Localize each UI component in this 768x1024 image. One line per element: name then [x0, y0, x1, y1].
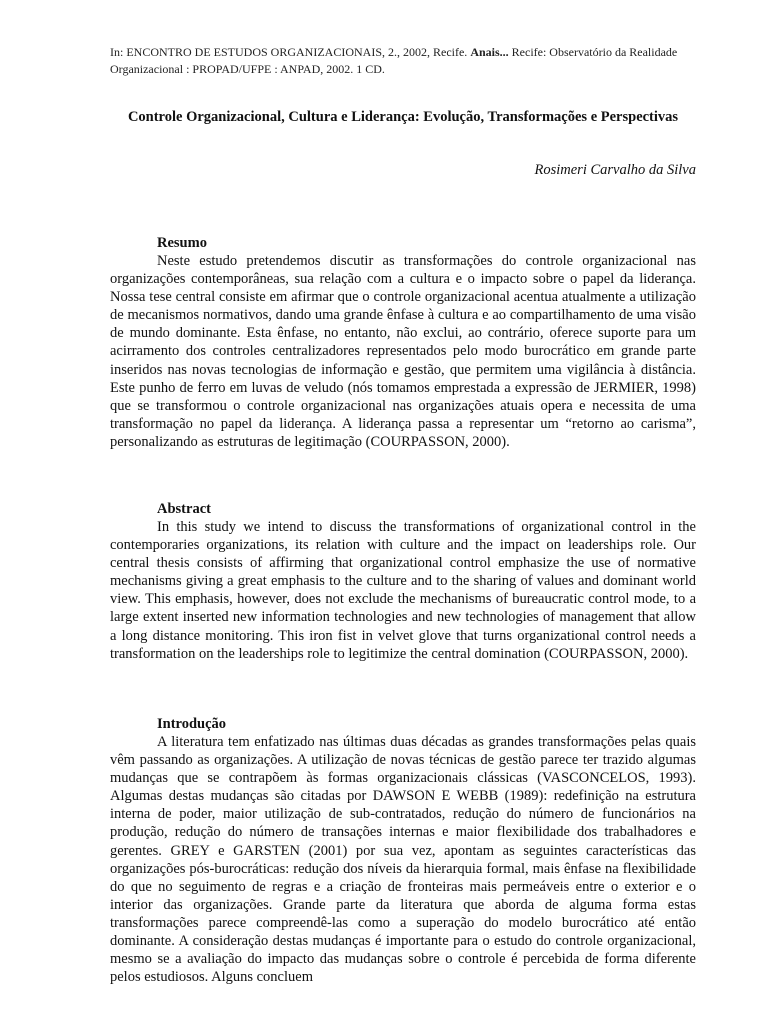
resumo-section [110, 234, 696, 451]
introducao-text: A literatura tem enfatizado nas últimas duas décadas as grandes transformações pelas quais vêm passando as organizações. A utilização de novas técnicas de gestão parece ter trazido algumas mudanças que se contrapõem às formas organizacionais clássicas (VASCONCELOS, 1993). Algumas destas mudanças são citadas por DAWSON E WEBB (1989): redefinição na estrutura interna de poder, maior utilização de sub-contratados, redução do número de funcionários na produção, redução do número de transações internas e maior flexibilidade dos trabalhadores e gerentes. GREY e GARSTEN (2001) por sua vez, apontam as seguintes características das organizações pós-burocráticas: redução dos níveis da hierarquia formal, mais ênfase na flexibilidade do que no seguimento de regras e a criação de fronteiras mais permeáveis entre o exterior e o interior das organizações. Grande parte da literatura que aborda de alguma forma estas transformações parece compreendê-las como a superação do modelo burocrático até então dominante. A consideração destas mudanças é importante para o estudo do controle organizacional, mesmo se a avaliação do impacto das mudanças sobre o controle é percebida de forma diferente pelos estudiosos. Alguns concluem [110, 734, 696, 986]
paper-author: Rosimeri Carvalho da Silva [534, 162, 696, 178]
citation-anais: Anais... [470, 45, 509, 59]
abstract-heading: Abstract [157, 501, 211, 517]
resumo-text: Neste estudo pretendemos discutir as transformações do controle organizacional nas organizações contemporâneas, sua relação com a cultura e o impacto sobre o papel da liderança. Nossa tese central consiste em afirmar que o controle organizacional acentua atualmente a utilização de mecanismos normativos, dando uma grande ênfase à cultura e ao compartilhamento de uma visão de mundo dominante. Esta ênfase, no entanto, não exclui, ao contrário, oferece suporte para um acirramento dos controles centralizadores representados pelo modo burocrático em grande parte inseridos nas novas tecnologias de informação e gestão, que permitem uma vigilância à distância. Este punho de ferro em luvas de veludo (nós tomamos emprestada a expressão de JERMIER, 1998) que se transformou o controle organizacional nas organizações atuais opera e necessita de uma transformação no papel da liderança. A liderança passa a representar um “retorno ao carisma”, personalizando as estruturas de legitimação (COURPASSON, 2000). [110, 253, 696, 450]
citation-prefix: In: ENCONTRO DE ESTUDOS ORGANIZACIONAIS, 2., 2002, Recife. [110, 45, 471, 59]
resumo-heading: Resumo [157, 235, 207, 251]
abstract-section [110, 500, 696, 663]
abstract-text: In this study we intend to discuss the transformations of organizational control in the contemporaries organizations, its relation with culture and the impact on leaderships role. Our central thesis consists of affirming that organizational control emphasize the use of normative mechanisms giving a great emphasis to the culture and to the sharing of values and dominant world view. This emphasis, however, does not exclude the mechanisms of bureaucratic control mode, to a large extent inserted new information technologies and new technologies of management that allow a long distance monitoring. This iron fist in velvet glove that turns organizational control needs a transformation on the leaderships role to legitimize the central domination (COURPASSON, 2000). [110, 519, 696, 662]
citation-header [110, 44, 690, 78]
introducao-section [110, 715, 696, 986]
introducao-heading: Introdução [157, 716, 227, 732]
paper-title: Controle Organizacional, Cultura e Liderança: Evolução, Transformações e Perspectivas [127, 109, 679, 125]
citation-suffix: Recife: Observatório da Realidade Organizacional : PROPAD/UFPE : ANPAD, 2002. 1 CD. [110, 45, 678, 76]
